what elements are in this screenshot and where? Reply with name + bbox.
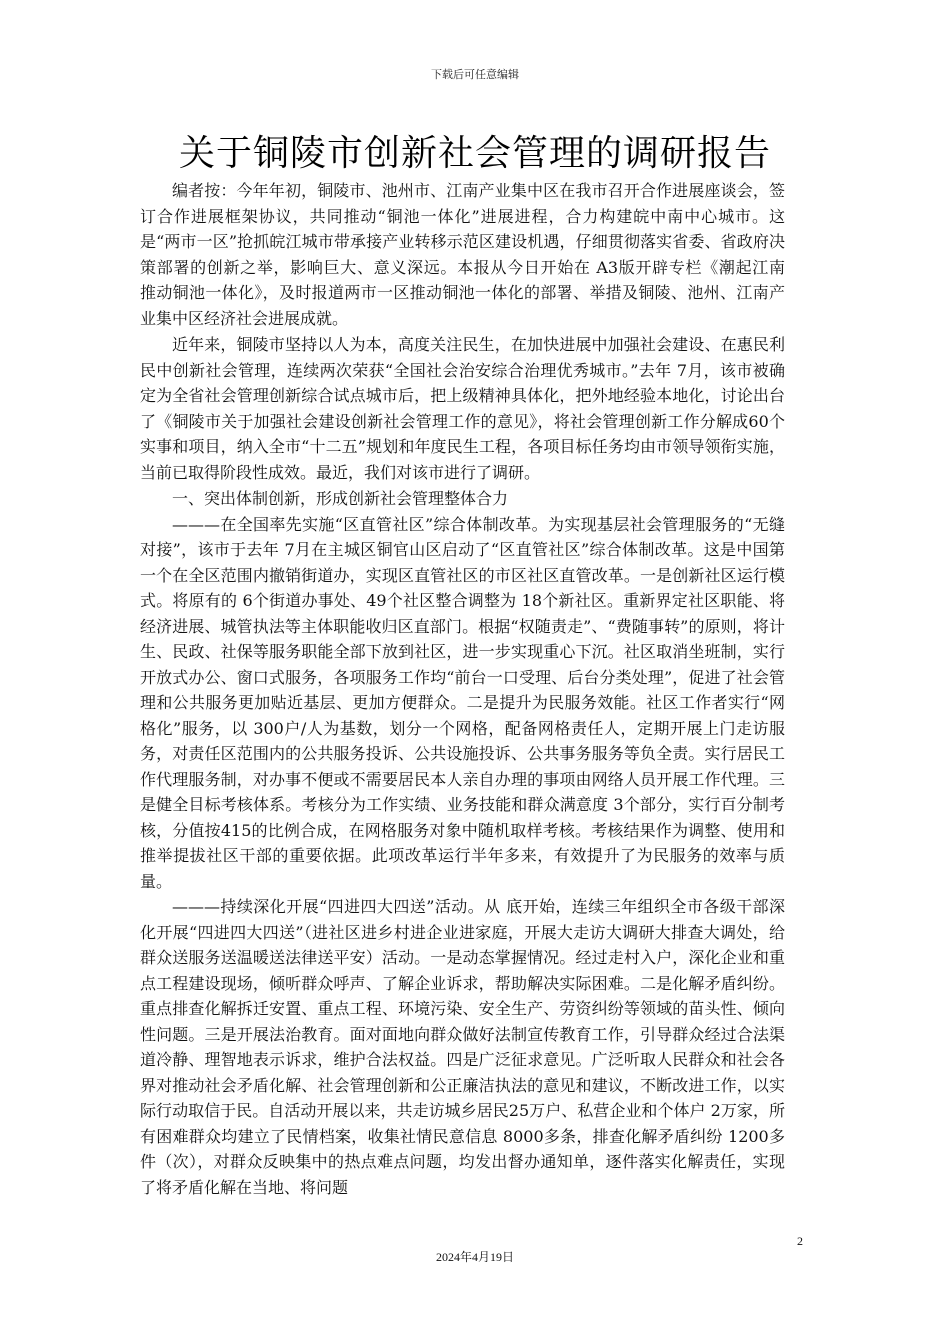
intro-paragraph: 近年来，铜陵市坚持以人为本，高度关注民生，在加快进展中加强社会建设、在惠民利民中创新社会管理，连续两次荣获“全国社会治安综合治理优秀城市。”去年 7月，该市被确定为全省社会管理创新综合试点城市后，把上级精神具体化，把外地经验本地化，讨论出台了《铜陵市关于加强社会建设创新社会管理工作的意见》，将社会管理创新工作分解成60个实事和项目，纳入全市“十二五”规划和年度民生工程，各项目标任务均由市领导领衔实施，当前已取得阶段性成效。最近，我们对该市进行了调研。 (140, 335, 785, 482)
page-number: 2 (797, 1234, 803, 1248)
editor-note-paragraph: 编者按：今年年初，铜陵市、池州市、江南产业集中区在我市召开合作进展座谈会，签订合作进展框架协议，共同推动“铜池一体化”进展进程，合力构建皖中南中心城市。这是“两市一区”抢抓皖江城市带承接产业转移示范区建设机遇，仔细贯彻落实省委、省政府决策部署的创新之举，影响巨大、意义深远。本报从今日开始在 A3版开辟专栏《潮起江南 推动铜池一体化》，及时报道两市一区推动铜池一体化的部署、举措及铜陵、池州、江南产业集中区经济社会进展成就。 (140, 181, 818, 328)
document-title: 关于铜陵市创新社会管理的调研报告 (178, 133, 771, 174)
body-paragraph: ———在全国率先实施“区直管社区”综合体制改革。为实现基层社会管理服务的“无缝对接”，该市于去年 7月在主城区铜官山区启动了“区直管社区”综合体制改革。这是中国第一个在全区范围内撤销街道办，实现区直管社区的市区社区直管改革。一是创新社区运行模式。将原有的 6个街道办事处、49个社区整合调整为 18个新社区。重新界定社区职能、将经济进展、城管执法等主体职能收归区直部门。根据“权随责走”、“费随事转”的原则，将计生、民政、社保等服务职能全部下放到社区，进一步实现重心下沉。社区取消坐班制，实行开放式办公、窗口式服务，各项服务工作均“前台一口受理、后台分类处理”，促进了社会管理和公共服务更加贴近基层、更加方便群众。二是提升为民服务效能。社区工作者实行“网格化”服务，以 300户/人为基数，划分一个网格，配备网格责任人，定期开展上门走访服务，对责任区范围内的公共服务投诉、公共设施投诉、公共事务服务等负全责。实行居民工作代理服务制，对办事不便或不需要居民本人亲自办理的事项由网络人员开展工作代理。三是健全目标考核体系。考核分为工作实绩、业务技能和群众满意度 3个部分，实行百分制考核，分值按415的比例合成，在网格服务对象中随机取样考核。考核结果作为调整、使用和推举提拔社区干部的重要依据。此项改革运行半年多来，有效提升了为民服务的效率与质量。 (140, 514, 785, 891)
page-header-note: 下载后可任意编辑 (431, 68, 519, 81)
document-body (140, 178, 818, 1200)
footer-date: 2024年4月19日 (435, 1250, 514, 1264)
section-heading: 一、突出体制创新，形成创新社会管理整体合力 (172, 489, 509, 508)
body-paragraph: ———持续深化开展“四进四大四送”活动。从 底开始，连续三年组织全市各级干部深化开展“四进四大四送”（进社区进乡村进企业进家庭，开展大走访大调研大排查大调处，给群众送服务送温暖送法律送平安）活动。一是动态掌握情况。经过走村入户，深化企业和重点工程建设现场，倾听群众呼声、了解企业诉求，帮助解决实际困难。二是化解矛盾纠纷。重点排查化解拆迁安置、重点工程、环境污染、安全生产、劳资纠纷等领域的苗头性、倾向性问题。三是开展法治教育。面对面地向群众做好法制宣传教育工作，引导群众经过合法渠道冷静、理智地表示诉求，维护合法权益。四是广泛征求意见。广泛听取人民群众和社会各界对推动社会矛盾化解、社会管理创新和公正廉洁执法的意见和建议，不断改进工作，以实际行动取信于民。自活动开展以来，共走访城乡居民25万户、私营企业和个体户 2万家，所有困难群众均建立了民情档案，收集社情民意信息 8000多条，排查化解矛盾纠纷 1200多件（次），对群众反映集中的热点难点问题，均发出督办通知单，逐件落实化解责任，实现了将矛盾化解在当地、将问题 (140, 897, 785, 1197)
